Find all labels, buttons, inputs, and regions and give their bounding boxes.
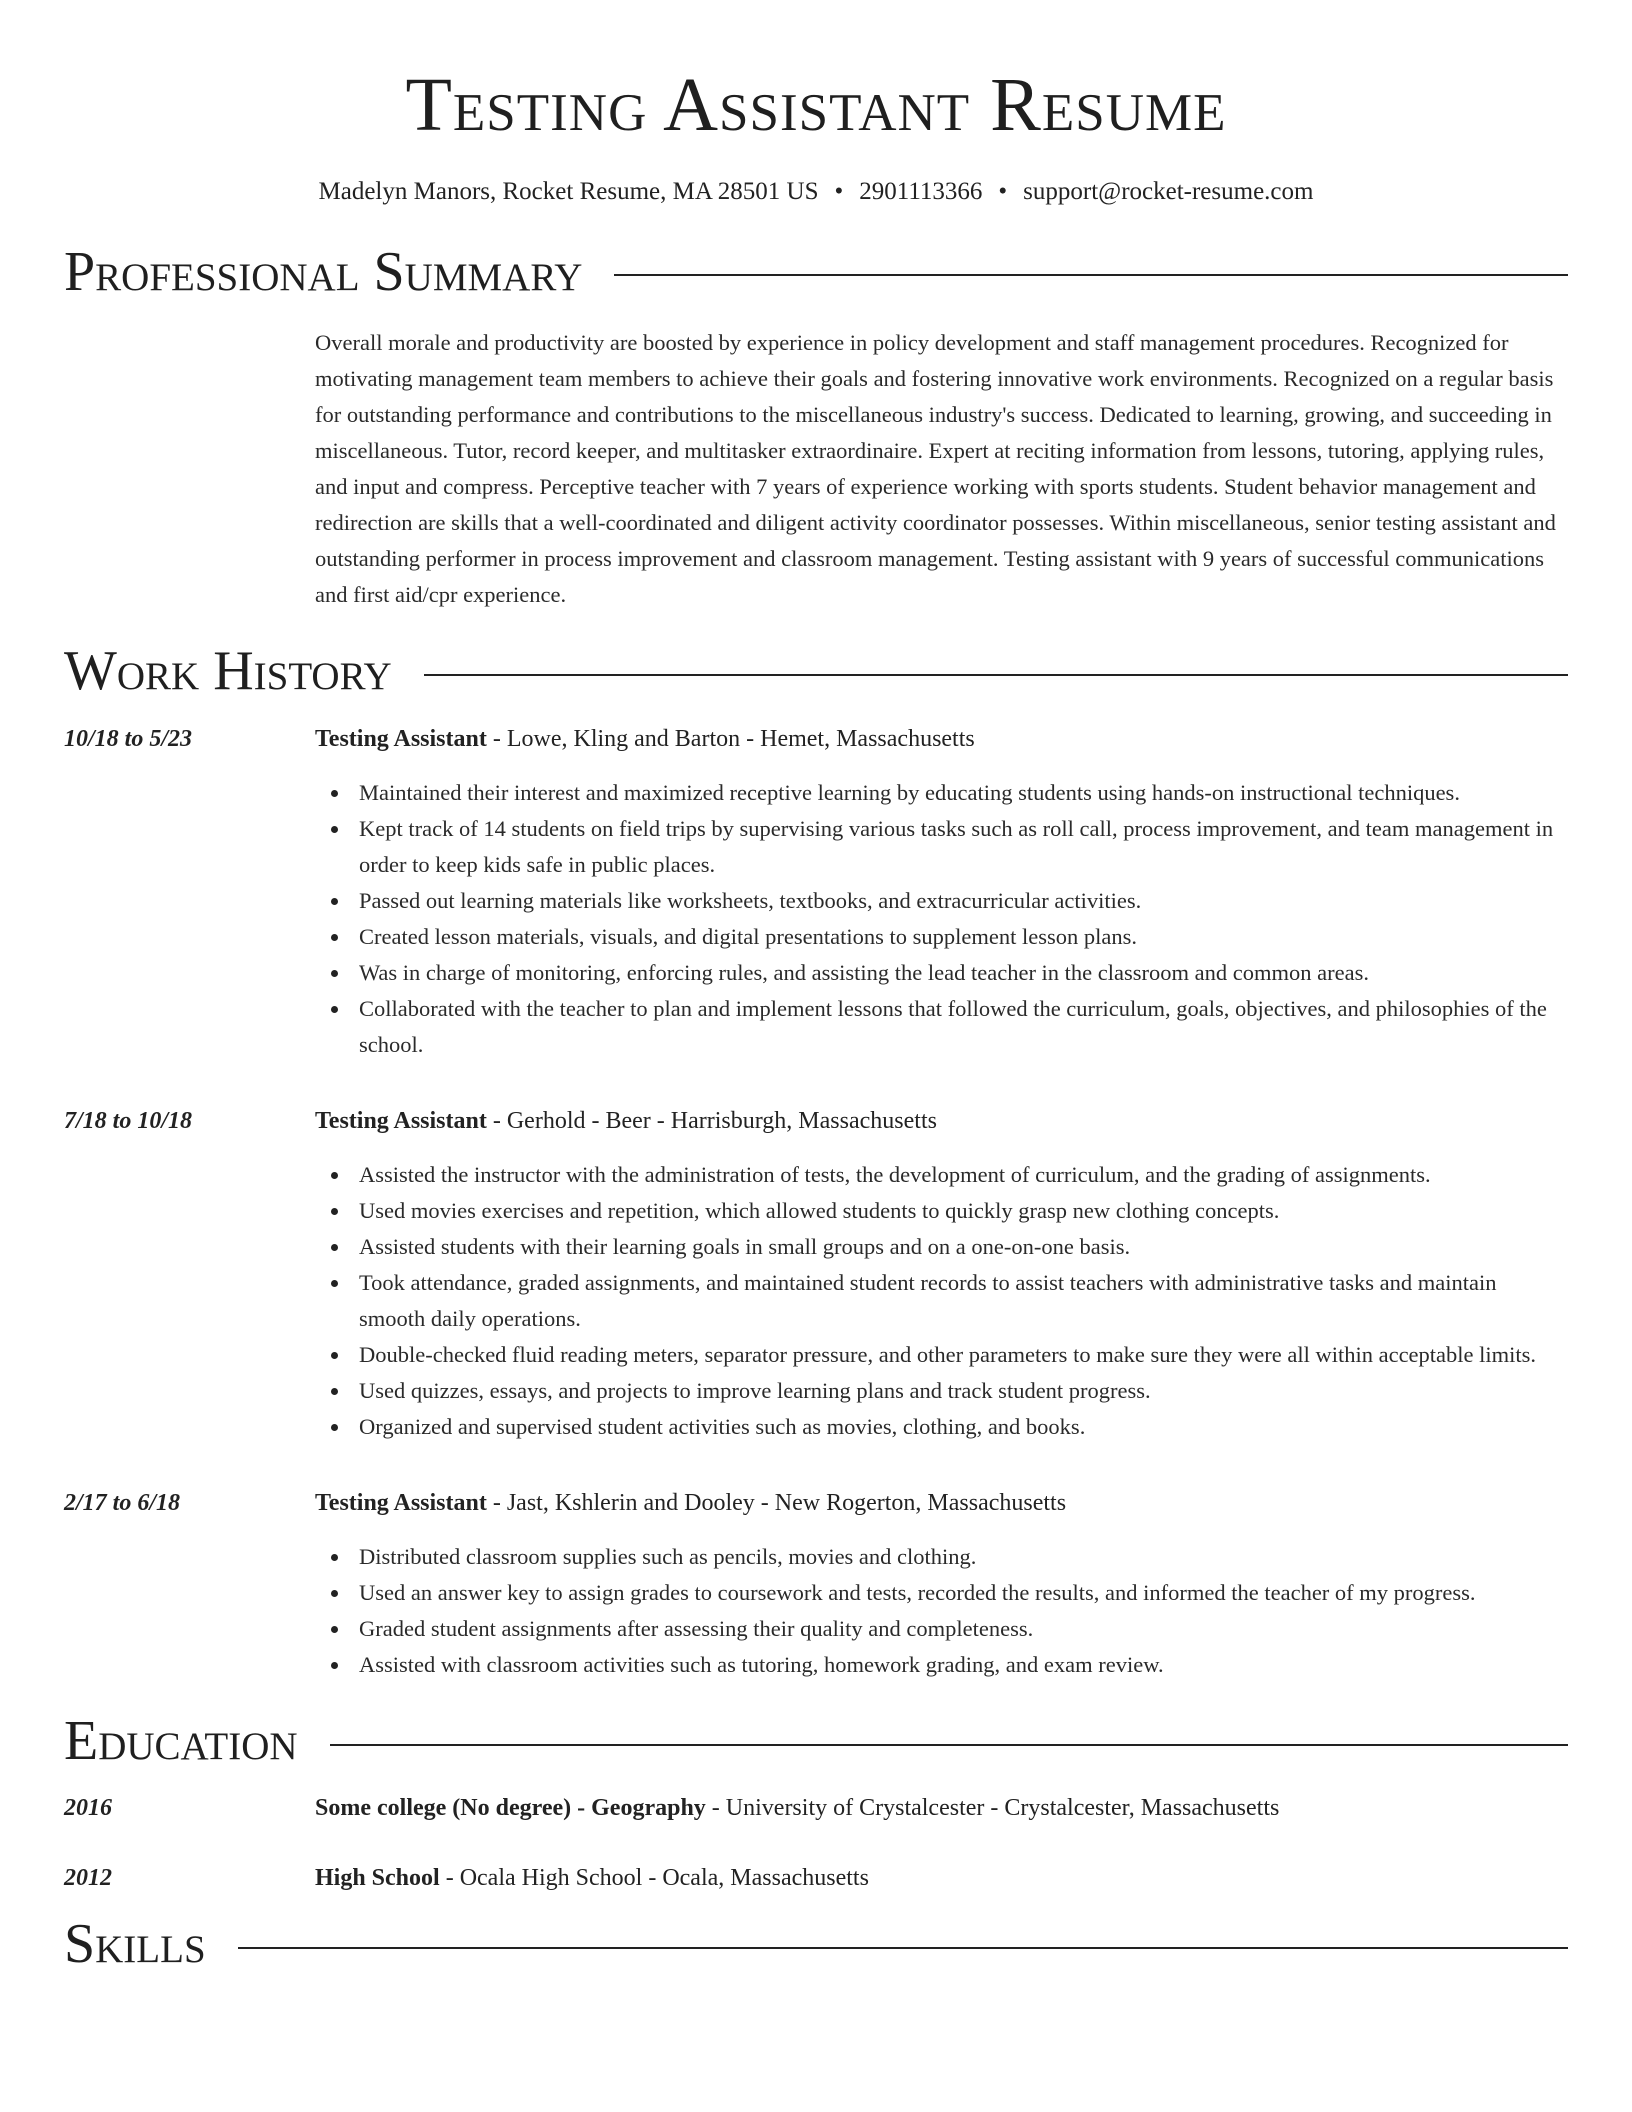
education-entry xyxy=(64,1860,1568,1896)
education-heading xyxy=(315,1860,1568,1896)
education-list xyxy=(64,1790,1568,1896)
job-bullet: Assisted the instructor with the administration of tests, the development of curriculum, and the grading of assignments. xyxy=(359,1157,1568,1193)
contact-address: Madelyn Manors, Rocket Resume, MA 28501 US xyxy=(318,177,819,205)
section-title-work-history: Work History xyxy=(64,640,392,703)
job-bullet: Kept track of 14 students on field trips by supervising various tasks such as roll call, process improvement, and team management in order to keep kids safe in public places. xyxy=(359,811,1568,883)
section-header-skills xyxy=(64,1914,1568,1976)
education-degree: High School xyxy=(315,1865,440,1892)
education-heading xyxy=(315,1790,1568,1826)
job-bullet: Passed out learning materials like worksheets, textbooks, and extracurricular activities. xyxy=(359,883,1568,919)
section-divider xyxy=(238,1947,1568,1949)
work-history-list xyxy=(64,721,1568,1683)
job-body xyxy=(315,1103,1568,1445)
education-body xyxy=(315,1790,1568,1826)
section-title-summary: Professional Summary xyxy=(64,240,583,303)
job-role: Testing Assistant xyxy=(315,1489,487,1516)
job-bullets xyxy=(315,775,1568,1063)
job-dates: 2/17 to 6/18 xyxy=(64,1489,181,1516)
job-details: - Jast, Kshlerin and Dooley - New Rogerton, Massachusetts xyxy=(486,1489,1067,1516)
section-title-skills: Skills xyxy=(64,1913,206,1976)
job-details: - Lowe, Kling and Barton - Hemet, Massachusetts xyxy=(486,725,975,752)
contact-phone: 2901113366 xyxy=(859,177,983,205)
education-details: - Ocala High School - Ocala, Massachusetts xyxy=(439,1865,869,1892)
job-entry xyxy=(64,1103,1568,1445)
contact-line xyxy=(64,178,1568,206)
job-bullet: Created lesson materials, visuals, and digital presentations to supplement lesson plans. xyxy=(359,919,1568,955)
job-body xyxy=(315,1485,1568,1683)
job-heading xyxy=(315,721,1568,757)
job-bullet: Organized and supervised student activities such as movies, clothing, and books. xyxy=(359,1409,1568,1445)
job-role: Testing Assistant xyxy=(315,725,487,752)
education-entry xyxy=(64,1790,1568,1826)
job-bullet: Collaborated with the teacher to plan and implement lessons that followed the curriculum, goals, objectives, and philosophies of the school. xyxy=(359,991,1568,1063)
education-year: 2012 xyxy=(64,1865,112,1892)
section-divider xyxy=(330,1744,1568,1746)
education-year: 2016 xyxy=(64,1795,112,1822)
job-bullet: Used movies exercises and repetition, which allowed students to quickly grasp new clothing concepts. xyxy=(359,1193,1568,1229)
summary-paragraph: Overall morale and productivity are boosted by experience in policy development and staff management procedures. Recognized for motivating management team members to achieve their goals and fostering innovative work environments. Recognized on a regular basis for outstanding performance and contributions to the miscellaneous industry's success. Dedicated to learning, growing, and succeeding in miscellaneous. Tutor, record keeper, and multitasker extraordinaire. Expert at reciting information from lessons, tutoring, applying rules, and input and compress. Perceptive teacher with 7 years of experience working with sports students. Student behavior management and redirection are skills that a well-coordinated and diligent activity coordinator possesses. Within miscellaneous, senior testing assistant and outstanding performer in process improvement and classroom management. Testing assistant with 9 years of successful communications and first aid/cpr experience. xyxy=(315,330,1556,608)
job-bullets xyxy=(315,1157,1568,1445)
job-role: Testing Assistant xyxy=(315,1107,487,1134)
section-header-education xyxy=(64,1711,1568,1773)
job-bullet: Assisted with classroom activities such as tutoring, homework grading, and exam review. xyxy=(359,1647,1568,1683)
job-bullet: Assisted students with their learning goals in small groups and on a one-on-one basis. xyxy=(359,1229,1568,1265)
job-dates: 7/18 to 10/18 xyxy=(64,1107,193,1134)
job-bullet: Double-checked fluid reading meters, separator pressure, and other parameters to make sure they were all within acceptable limits. xyxy=(359,1337,1568,1373)
job-bullet: Distributed classroom supplies such as pencils, movies and clothing. xyxy=(359,1539,1568,1575)
job-bullet: Used quizzes, essays, and projects to improve learning plans and track student progress. xyxy=(359,1373,1568,1409)
job-entry xyxy=(64,721,1568,1063)
section-divider xyxy=(614,274,1568,276)
contact-separator: • xyxy=(998,177,1008,205)
contact-separator: • xyxy=(834,177,844,205)
section-header-summary xyxy=(64,242,1568,304)
education-degree: Some college (No degree) - Geography xyxy=(315,1795,706,1822)
contact-email: support@rocket-resume.com xyxy=(1023,177,1314,205)
education-details: - University of Crystalcester - Crystalcester, Massachusetts xyxy=(705,1795,1280,1822)
job-bullet: Graded student assignments after assessing their quality and completeness. xyxy=(359,1611,1568,1647)
education-body xyxy=(315,1860,1568,1896)
job-bullet: Used an answer key to assign grades to coursework and tests, recorded the results, and informed the teacher of my progress. xyxy=(359,1575,1568,1611)
job-heading xyxy=(315,1103,1568,1139)
resume-title: Testing Assistant Resume xyxy=(405,63,1227,147)
job-entry xyxy=(64,1485,1568,1683)
job-bullet: Maintained their interest and maximized receptive learning by educating students using hands-on instructional techniques. xyxy=(359,775,1568,811)
job-bullet: Was in charge of monitoring, enforcing rules, and assisting the lead teacher in the classroom and common areas. xyxy=(359,955,1568,991)
section-divider xyxy=(424,674,1568,676)
job-bullet: Took attendance, graded assignments, and maintained student records to assist teachers with administrative tasks and maintain smooth daily operations. xyxy=(359,1265,1568,1337)
section-header-work-history xyxy=(64,641,1568,703)
section-title-education: Education xyxy=(64,1709,298,1772)
job-heading xyxy=(315,1485,1568,1521)
job-dates: 10/18 to 5/23 xyxy=(64,725,193,752)
job-details: - Gerhold - Beer - Harrisburgh, Massachusetts xyxy=(486,1107,937,1134)
job-bullets xyxy=(315,1539,1568,1683)
job-body xyxy=(315,721,1568,1063)
